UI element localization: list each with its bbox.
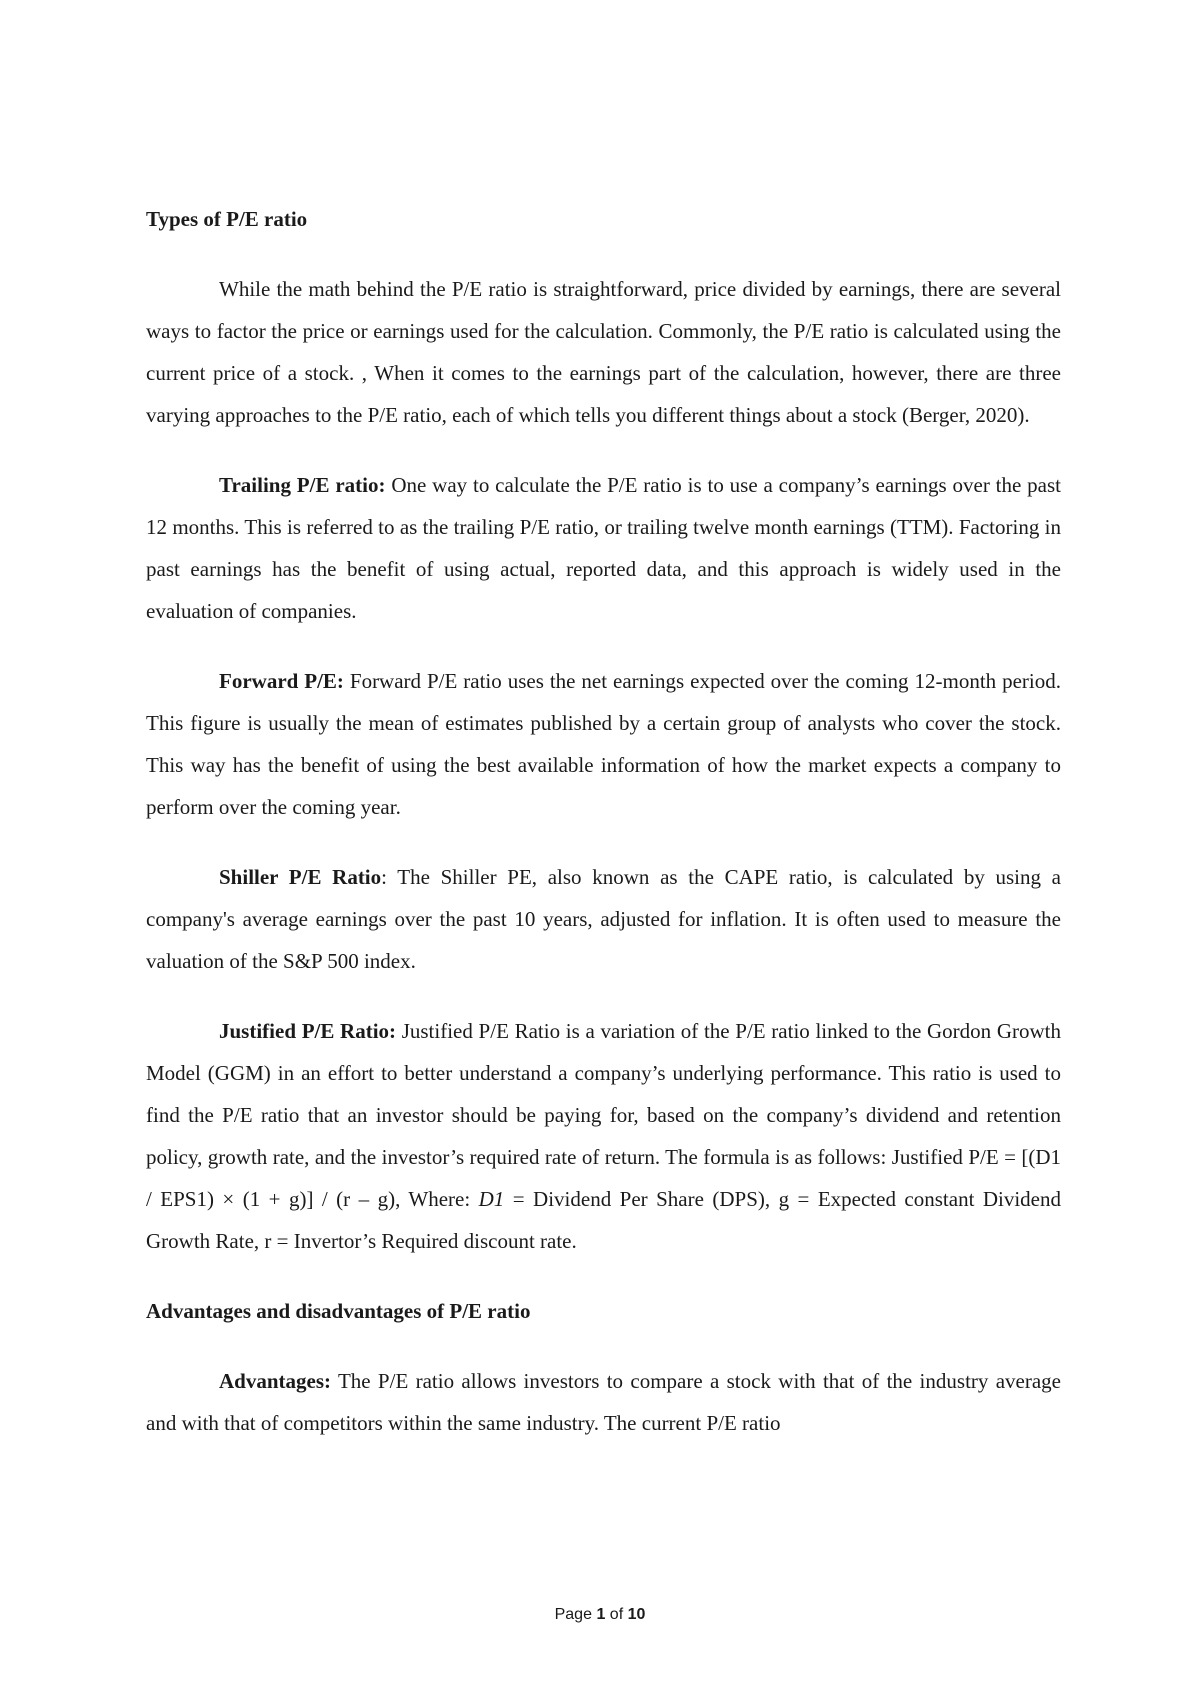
justified-pe-d1: D1 — [478, 1187, 505, 1211]
trailing-pe-label: Trailing P/E ratio: — [219, 473, 386, 497]
current-page-number: 1 — [596, 1606, 606, 1623]
section-heading-types: Types of P/E ratio — [146, 207, 308, 231]
section-heading-advantages: Advantages and disadvantages of P/E ratio — [146, 1299, 531, 1323]
intro-paragraph: While the math behind the P/E ratio is straightforward, price divided by earnings, there are several ways to factor the price or earnings used for the calculation. Commonly, the P/E ratio is calculated using the current price of a stock. , When it comes to the earnings part of the calculation, however, there are three varying approaches to the P/E ratio, each of which tells you different things about a stock (Berger, 2020). — [146, 277, 1061, 427]
trailing-pe-text: One way to calculate the P/E ratio is to use a company’s earnings over the past 12 months. This is referred to as the trailing P/E ratio, or trailing twelve month earnings (TTM). Factoring in past earnings has the benefit of using actual, reported data, and this approach is widely used in the evaluation of companies. — [146, 473, 1061, 623]
shiller-pe-text: : The Shiller PE, also known as the CAPE ratio, is calculated by using a company's average earnings over the past 10 years, adjusted for inflation. It is often used to measure the valuation of the S&P 500 index. — [146, 865, 1061, 973]
trailing-pe-paragraph — [146, 464, 1061, 632]
justified-pe-paragraph — [146, 1010, 1061, 1262]
shiller-pe-paragraph — [146, 856, 1061, 982]
advantages-label: Advantages: — [219, 1369, 332, 1393]
page-number-footer — [0, 1606, 1200, 1624]
document-body — [146, 198, 1061, 1444]
shiller-pe-label: Shiller P/E Ratio — [219, 865, 382, 889]
forward-pe-paragraph — [146, 660, 1061, 828]
forward-pe-text: Forward P/E ratio uses the net earnings expected over the coming 12-month period. This figure is usually the mean of estimates published by a certain group of analysts who cover the stock. This way has the benefit of using the best available information of how the market expects a company to perform over the coming year. — [146, 669, 1062, 819]
justified-pe-label: Justified P/E Ratio: — [219, 1019, 397, 1043]
advantages-paragraph — [146, 1360, 1061, 1444]
total-page-count: 10 — [627, 1606, 646, 1623]
forward-pe-label: Forward P/E: — [219, 669, 344, 693]
justified-pe-text-1: Justified P/E Ratio is a variation of the P/E ratio linked to the Gordon Growth Model (GGM) in an effort to better understand a company’s underlying performance. This ratio is used to find the P/E ratio that an investor should be paying for, based on the company’s dividend and retention policy, growth rate, and the investor’s required rate of return. The formula is as follows: Justified P/E = [(D1 / EPS1) × (1 + g)] / (r – g), Where: — [146, 1019, 1061, 1211]
advantages-text: The P/E ratio allows investors to compare a stock with that of the industry average and with that of competitors within the same industry. The current P/E ratio — [146, 1369, 1061, 1435]
justified-pe-text-2: = Dividend Per Share (DPS), g = Expected constant Dividend Growth Rate, r = Invertor’s Required discount rate. — [146, 1187, 1062, 1253]
page-word: Page — [554, 1606, 592, 1623]
of-word: of — [609, 1606, 624, 1623]
